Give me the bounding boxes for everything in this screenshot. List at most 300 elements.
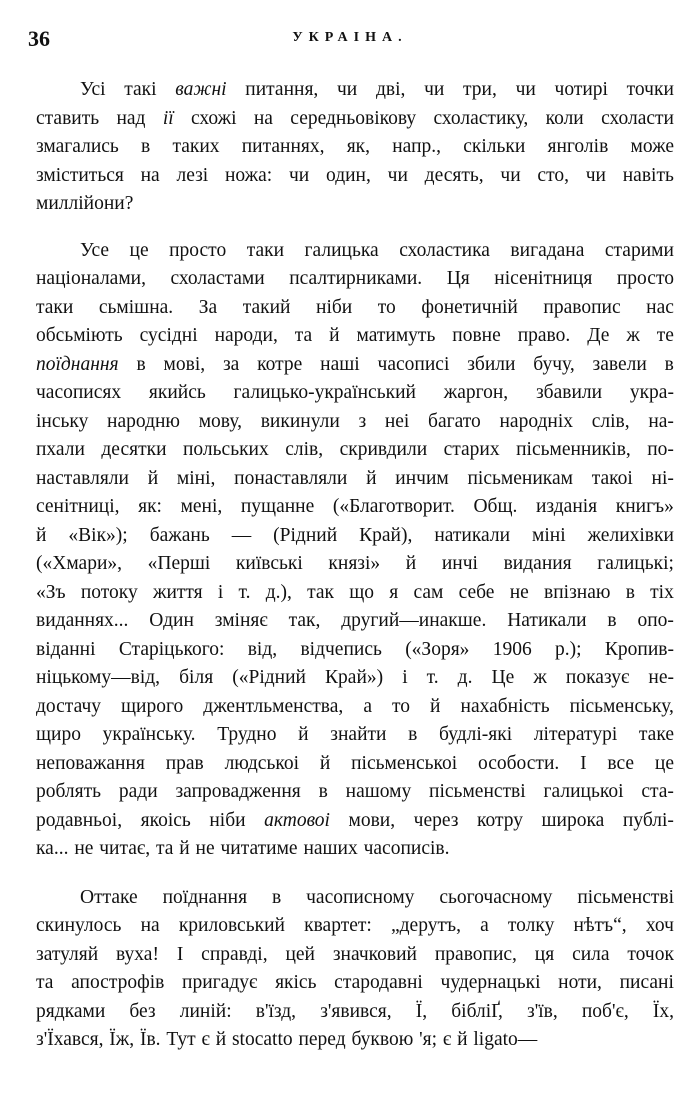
word: —	[231, 524, 252, 546]
word: пхали	[36, 439, 85, 460]
word: инчі	[441, 553, 478, 574]
word: в	[625, 581, 635, 603]
word: ради	[118, 781, 158, 802]
word: галицька	[304, 239, 379, 261]
word: націоналами,	[36, 268, 146, 289]
word: будлі-які	[439, 724, 513, 745]
word: сенітниці,	[36, 496, 120, 517]
word: натикали	[434, 524, 511, 546]
word: народніх	[499, 410, 574, 432]
word: зміняє	[214, 610, 268, 631]
text-line	[36, 912, 674, 941]
word: в	[318, 781, 328, 802]
word: збили	[467, 353, 516, 375]
word: ж	[626, 325, 640, 346]
text-line	[36, 465, 674, 494]
word: скривдили	[339, 439, 428, 460]
word: часописі	[377, 353, 450, 375]
word: з'явився,	[320, 1000, 392, 1022]
word: бажань	[149, 524, 210, 546]
word: псалтирниками.	[289, 268, 423, 289]
word: й	[319, 752, 331, 774]
word: з'Їхався,	[36, 1029, 104, 1050]
word: таки	[246, 239, 285, 261]
word: сам	[413, 581, 444, 603]
emphasized-word: поїднання	[36, 353, 119, 375]
word: коли	[545, 107, 584, 129]
word: чи	[387, 164, 408, 186]
word: дві,	[375, 79, 406, 100]
page-number: 36	[28, 26, 50, 51]
word: за	[222, 353, 240, 375]
word: питання,	[245, 79, 319, 100]
word: схоласти	[601, 107, 674, 129]
word: є	[442, 1029, 452, 1050]
word: без	[129, 1000, 156, 1022]
word: з'їв,	[527, 1000, 558, 1022]
word: на	[140, 915, 160, 936]
word: сто,	[537, 164, 569, 186]
word: схоластика	[399, 239, 490, 261]
word: зміститься	[36, 164, 124, 186]
word: джентльменства,	[203, 695, 344, 717]
word: Їж,	[109, 1029, 135, 1050]
paragraph-gap	[36, 219, 674, 237]
word: нашому	[345, 781, 412, 802]
word: ніби	[209, 809, 246, 831]
word: правопис,	[434, 943, 517, 965]
word: затуляй	[36, 943, 99, 965]
text-line	[36, 351, 674, 380]
word: наставляли	[36, 467, 129, 489]
word: ця	[534, 943, 555, 965]
word: чи	[585, 164, 606, 186]
word: Ї,	[415, 1000, 428, 1022]
word: навіть	[622, 164, 674, 186]
word: чи	[289, 164, 310, 186]
word: як,	[346, 136, 371, 157]
word: изданія	[535, 496, 598, 517]
text-line	[36, 693, 674, 722]
word: котре	[257, 353, 303, 375]
word: відчепись	[300, 638, 382, 660]
word: За	[198, 296, 218, 318]
word: сьмішна.	[98, 296, 174, 318]
word: в	[408, 724, 418, 745]
word: точки	[626, 79, 674, 100]
word: жаргон,	[443, 382, 509, 403]
word: не	[509, 581, 529, 603]
word: „дерутъ,	[390, 915, 461, 936]
word: другий—инакше.	[341, 610, 487, 631]
word: на-	[648, 410, 674, 432]
text-line	[36, 636, 674, 665]
word: ніцькому—від,	[36, 667, 161, 688]
word: Край»)	[325, 667, 384, 688]
word: ноти,	[558, 972, 602, 993]
word: так	[307, 581, 335, 603]
word: читатиме	[220, 838, 298, 859]
word: книгъ»	[615, 496, 674, 517]
word: просто	[169, 239, 227, 261]
word: янголів	[547, 136, 609, 157]
word: з	[358, 410, 367, 432]
word: і	[402, 667, 408, 688]
word: на	[140, 164, 160, 186]
word: часописному	[306, 886, 415, 908]
word: а	[480, 915, 489, 936]
word: «Зъ	[36, 581, 66, 603]
word: Общ.	[473, 496, 518, 517]
word: Один	[149, 610, 194, 631]
word: мови,	[348, 809, 396, 831]
word: якоісь	[140, 809, 191, 831]
word: може	[630, 136, 674, 157]
word: й	[215, 1029, 227, 1050]
word: (Рідний	[273, 524, 338, 546]
word: («Рідний	[232, 667, 306, 688]
word: в'їзд,	[255, 1000, 297, 1022]
word: обсьміють	[36, 325, 123, 346]
word: достачу	[36, 695, 102, 717]
word: ніби	[316, 296, 353, 318]
word: як:	[138, 496, 162, 517]
emphasized-word: ії	[162, 107, 174, 129]
word: ста-	[641, 781, 674, 802]
word: це	[654, 752, 674, 774]
word: над	[116, 107, 146, 129]
word: роблять	[36, 781, 102, 802]
text-line	[36, 579, 674, 608]
word: ставить	[36, 107, 100, 129]
word: буквою	[351, 1029, 414, 1050]
word: таке	[638, 724, 674, 745]
word: повне	[452, 325, 501, 346]
text-line	[36, 664, 674, 693]
word: та	[36, 972, 54, 993]
word: пісьменстві	[429, 781, 526, 802]
word: д.	[457, 667, 473, 688]
word: опо-	[637, 610, 674, 631]
body-text	[36, 76, 674, 1055]
word: десятки	[101, 439, 167, 460]
word: 'я;	[419, 1029, 438, 1050]
word: виданнях...	[36, 610, 129, 631]
word: стародавні	[334, 972, 423, 993]
word: й	[36, 524, 47, 546]
text-line	[36, 721, 674, 750]
word: прав	[165, 752, 204, 774]
word: щиро	[36, 724, 81, 745]
word: інську	[36, 410, 89, 432]
word: читає,	[99, 838, 151, 859]
word: збавили	[535, 382, 603, 403]
word: все	[607, 752, 635, 774]
word: наших	[303, 838, 358, 859]
word: поб'є,	[581, 1000, 629, 1022]
word: на	[253, 107, 273, 129]
word: чи	[337, 79, 358, 100]
word: пісьменськоі	[351, 752, 458, 774]
text-line	[36, 778, 674, 807]
word: перед	[298, 1029, 346, 1050]
word: не-	[648, 667, 674, 688]
text-line	[36, 522, 674, 551]
text-line	[36, 607, 674, 636]
word: миллійони?	[36, 193, 134, 214]
word: Оттаке	[80, 886, 138, 908]
text-line	[36, 436, 674, 465]
word: від,	[247, 638, 278, 660]
word: Кропив-	[604, 638, 674, 660]
word: чудернацькі	[440, 972, 541, 993]
word: пісьменстві	[577, 886, 674, 908]
word: я	[389, 581, 399, 603]
word: це	[129, 239, 149, 261]
word: й	[430, 695, 441, 717]
page-header	[28, 26, 672, 56]
word: тіх	[650, 581, 674, 603]
word: міні	[532, 524, 566, 546]
word: бучу,	[533, 353, 575, 375]
word: в	[271, 886, 282, 908]
word: біля	[179, 667, 214, 688]
word: пущанне	[240, 496, 315, 517]
word: чотирі	[554, 79, 608, 100]
text-line	[36, 76, 674, 105]
word: в	[664, 353, 674, 375]
word: котру	[477, 809, 523, 831]
word: ка...	[36, 838, 69, 859]
word: схоластику,	[433, 107, 529, 129]
word: stocatto	[231, 1029, 293, 1050]
word: три,	[463, 79, 497, 100]
text-line	[36, 941, 674, 970]
word: Трудно	[217, 724, 277, 745]
word: те	[656, 325, 674, 346]
word: й	[179, 838, 190, 859]
word: неповажання	[36, 752, 145, 774]
word: такий	[242, 296, 291, 318]
word: в	[136, 353, 146, 375]
word: середньовікову	[290, 107, 417, 129]
word: через	[413, 809, 459, 831]
word: та	[294, 325, 313, 346]
word: Це	[491, 667, 515, 688]
word: Старіцького:	[118, 638, 225, 660]
word: особости.	[477, 752, 560, 774]
text-line	[36, 1026, 674, 1055]
word: писані	[619, 972, 674, 993]
word: по-	[647, 439, 674, 460]
word: наші	[320, 353, 360, 375]
text-line	[36, 190, 674, 219]
word: бібліҐ,	[451, 1000, 503, 1022]
word: мову,	[198, 410, 243, 432]
word: міні,	[176, 467, 216, 489]
word: князі»	[328, 553, 381, 574]
word: «Перші	[147, 553, 211, 574]
word: квартет:	[304, 915, 372, 936]
word: що	[349, 581, 375, 603]
text-line	[36, 493, 674, 522]
word: желихівки	[587, 524, 674, 546]
word: укра-	[629, 382, 674, 403]
word: мові,	[163, 353, 206, 375]
word: якісь	[275, 972, 317, 993]
word: чи	[424, 79, 445, 100]
word: пісьменників,	[516, 439, 631, 460]
paragraph	[36, 884, 674, 1055]
word: потоку	[80, 581, 138, 603]
word: справді,	[201, 943, 268, 965]
word: то	[392, 695, 411, 717]
word: напр.,	[392, 136, 442, 157]
word: матимуть	[356, 325, 436, 346]
word: впізнаю	[544, 581, 611, 603]
word: инчим	[395, 467, 449, 489]
word: народи,	[214, 325, 278, 346]
word: питаннях,	[241, 136, 325, 157]
word: завели	[592, 353, 647, 375]
word: неі	[384, 410, 410, 432]
text-line	[36, 750, 674, 779]
word: нахабність	[460, 695, 550, 717]
word: Де	[587, 325, 610, 346]
word: Ця	[446, 268, 470, 289]
word: фонетичній	[421, 296, 518, 318]
word: поїднання	[162, 886, 248, 908]
word: викинули	[260, 410, 340, 432]
text-line	[36, 379, 674, 408]
word: часописях	[36, 382, 122, 403]
word: таки	[36, 296, 74, 318]
word: багато	[428, 410, 481, 432]
word: нісенітниця	[494, 268, 593, 289]
word: схоластами	[170, 268, 265, 289]
word: апострофів	[71, 972, 165, 993]
word: сьогочасному	[439, 886, 553, 908]
word: ligato—	[473, 1029, 538, 1050]
word: «Вік»);	[68, 524, 128, 546]
word: знайти	[330, 724, 387, 745]
text-line	[36, 237, 674, 266]
text-line	[36, 294, 674, 323]
text-line	[36, 105, 674, 134]
word: Край),	[359, 524, 413, 546]
text-line	[36, 835, 674, 864]
word: видания	[503, 553, 572, 574]
word: («Хмари»,	[36, 553, 122, 574]
word: себе	[458, 581, 495, 603]
word: Усе	[80, 239, 110, 261]
word: віданні	[36, 638, 96, 660]
word: київські	[235, 553, 303, 574]
word: 1906	[492, 638, 532, 660]
word: й	[366, 467, 377, 489]
word: життя	[152, 581, 203, 603]
text-line	[36, 807, 674, 836]
word: старих	[443, 439, 500, 460]
word: сила	[572, 943, 610, 965]
word: хоч	[645, 915, 674, 936]
word: родавньоі,	[36, 809, 123, 831]
word: широка	[541, 809, 605, 831]
word: пісьменську,	[569, 695, 674, 717]
word: в	[607, 610, 617, 631]
text-line	[36, 884, 674, 913]
word: українську.	[102, 724, 196, 745]
word: т.	[238, 581, 251, 603]
word: І	[580, 752, 587, 774]
text-line	[36, 162, 674, 191]
word: Їв.	[139, 1029, 161, 1050]
word: Натикали	[507, 610, 587, 631]
word: Усі	[80, 79, 106, 100]
word: такі	[124, 79, 157, 100]
word: цей	[285, 943, 315, 965]
text-line	[36, 969, 674, 998]
word: якийсь	[148, 382, 206, 403]
word: один,	[326, 164, 371, 186]
word: таких	[172, 136, 220, 157]
word: пісьменикам	[467, 467, 573, 489]
word: схожі	[190, 107, 237, 129]
word: показує	[565, 667, 630, 688]
word: запровадження	[175, 781, 301, 802]
word: сусідні	[139, 325, 198, 346]
word: чи	[500, 164, 521, 186]
word: правопис	[543, 296, 621, 318]
word: право.	[517, 325, 571, 346]
word: вуха!	[116, 943, 159, 965]
word: вигадана	[510, 239, 585, 261]
word: р.);	[555, 638, 582, 660]
emphasized-word: актовоі	[264, 809, 330, 831]
word: й	[298, 724, 309, 745]
word: й	[405, 553, 417, 574]
word: так,	[288, 610, 321, 631]
word: слів,	[591, 410, 630, 432]
word: й	[329, 325, 340, 346]
word: ножа:	[224, 164, 273, 186]
word: десять,	[424, 164, 484, 186]
word: рядками	[36, 1000, 106, 1022]
word: народню	[107, 410, 181, 432]
word: старими	[604, 239, 674, 261]
word: криловський	[178, 915, 285, 936]
word: і	[217, 581, 224, 603]
word: то	[377, 296, 396, 318]
word: просто	[616, 268, 674, 289]
running-title: УКРАІНА.	[292, 30, 408, 45]
word: не	[195, 838, 215, 859]
paragraph	[36, 237, 674, 864]
word: мені,	[180, 496, 223, 517]
paragraph	[36, 76, 674, 219]
word: галицькі;	[597, 553, 674, 574]
word: галицько-український	[233, 382, 416, 403]
word: скинулось	[36, 915, 122, 936]
word: пригадує	[182, 972, 258, 993]
word: толку	[507, 915, 555, 936]
word: людськоі	[224, 752, 300, 774]
word: д.),	[265, 581, 292, 603]
word: польських	[182, 439, 269, 460]
word: є	[201, 1029, 210, 1050]
word: публі-	[622, 809, 674, 831]
word: («Благотворит.	[332, 496, 455, 517]
